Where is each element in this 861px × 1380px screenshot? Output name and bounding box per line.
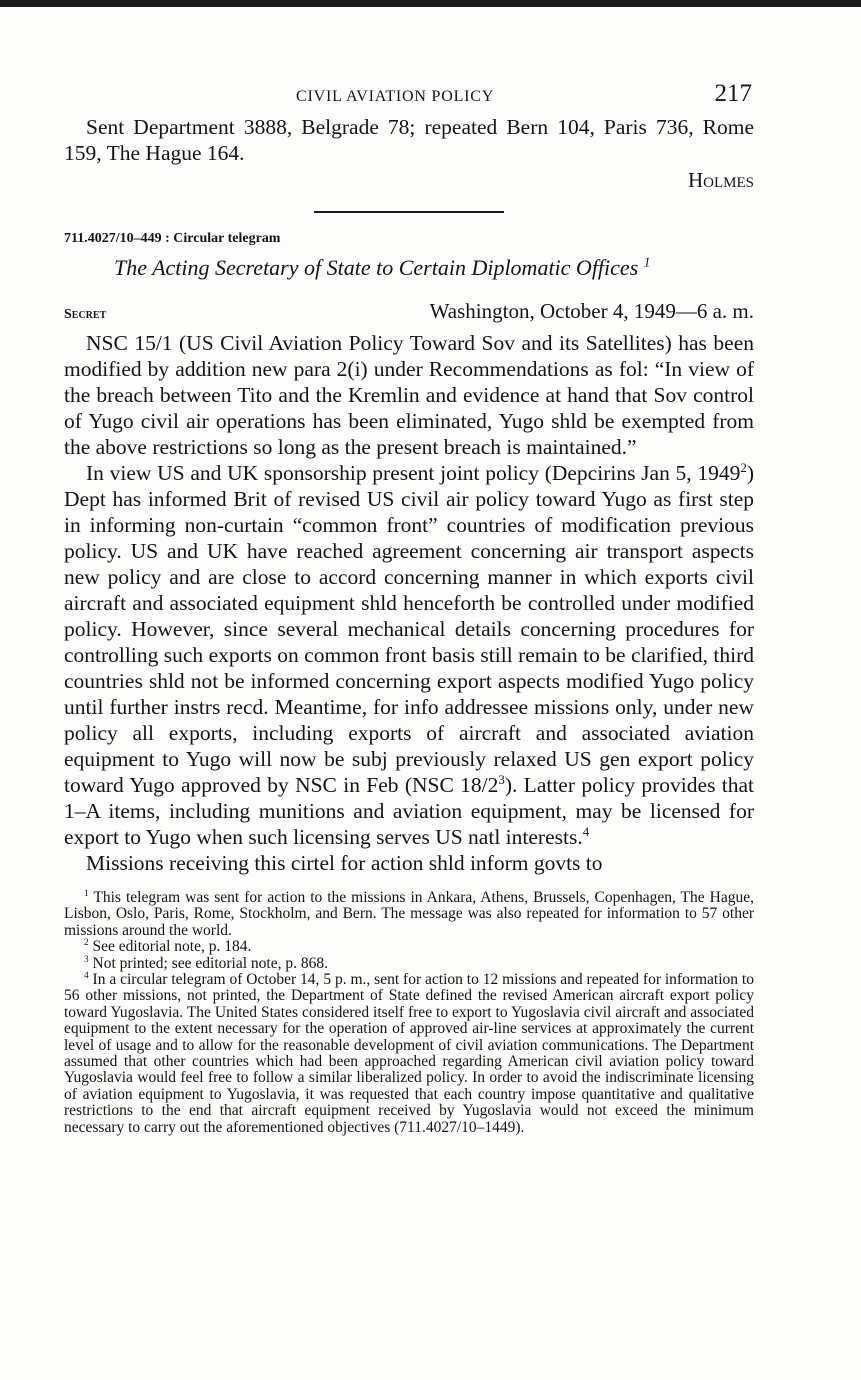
footnote-text: This telegram was sent for action to the missions in Ankara, Athens, Brussels, Copenhagen, The Hague, Lisbon, Oslo, Paris, Rome, Stockholm, and Bern. The message was also repeated for information to 57 other missions around the world. xyxy=(64,889,754,939)
footnote-marker: 4 xyxy=(84,970,89,981)
running-head: CIVIL AVIATION POLICY xyxy=(296,88,495,105)
footnote-text: In a circular telegram of October 14, 5 p. m., sent for action to 12 missions and repeated for information to 56 other missions, not printed, the Department of State defined the revised American aircraft export policy toward Yugoslavia. The United States considered itself free to export to Yugoslavia civil aircraft and associated equipment to the extent necessary for the operation of approved air-line services at approximately the current level of usage and to allow for the reasonable development of civil aviation communications. The Department assumed that other countries which had been approached regarding American civil aviation policy toward Yugoslavia would feel free to follow a similar liberalized policy. In order to avoid the indiscriminate licensing of aviation equipment to Yugoslavia, it was requested that each country impose quantitative and qualitative restrictions to the end that aircraft equipment received by Yugoslavia would not exceed the minimum necessary to carry out the aforementioned objectives (711.4027/10–1449). xyxy=(64,971,754,1136)
footnote xyxy=(64,939,754,955)
dateline: Washington, October 4, 1949—6 a. m. xyxy=(429,299,754,323)
classification: Secret xyxy=(64,307,107,322)
preceding-telegram-text: Sent Department 3888, Belgrade 78; repeated Bern 104, Paris 736, Rome 159, The Hague 164. xyxy=(64,115,754,165)
document-page xyxy=(64,80,754,1136)
footnotes xyxy=(64,890,754,1136)
signature: Holmes xyxy=(687,168,754,192)
footnote-marker: 3 xyxy=(84,954,89,965)
footnote-marker: 1 xyxy=(84,888,89,899)
paragraph-text: ) Dept has informed Brit of revised US civil air policy toward Yugo as first step in informing non-curtain “common front” countries of modification previous policy. US and UK have reached agreement concerning air transport aspects new policy and are close to accord concerning manner in which exports civil aircraft and associated equipment shld henceforth be controlled under modified policy. However, since several mechanical details concerning procedures for controlling such exports on common front basis still remain to be clarified, third countries shld not be informed concerning export aspects modified Yugo policy until further instrs recd. Meantime, for info addressee missions only, under new policy all exports, including exports of aircraft and associated aviation equipment to Yugo will now be subj previously relaxed US gen export policy toward Yugo approved by NSC in Feb (NSC 18/2 xyxy=(64,461,754,797)
page-number: 217 xyxy=(714,80,752,107)
paragraph xyxy=(64,460,754,850)
footnote-ref: 2 xyxy=(740,460,747,475)
page-top-border xyxy=(0,0,861,7)
paragraph: Missions receiving this cirtel for action shld inform govts to xyxy=(86,851,603,875)
footnote-text: See editorial note, p. 184. xyxy=(92,938,252,956)
document-title xyxy=(114,255,754,281)
file-reference: 711.4027/10–449 : Circular telegram xyxy=(64,231,281,246)
footnote-ref: 4 xyxy=(582,824,590,839)
footnote xyxy=(64,956,754,972)
paragraph-text: In view US and UK sponsorship present joint policy (Depcirins Jan 5, 1949 xyxy=(86,461,741,485)
page-header xyxy=(64,80,754,114)
paragraph: NSC 15/1 (US Civil Aviation Policy Toward Sov and its Satellites) has been modified by addition new para 2(i) under Recommendations as fol: “In view of the breach between Tito and the Kremlin and evidence at hand that Sov control of Yugo civil air operations has been eliminated, Yugo shld be exempted from the above restrictions so long as the present breach is maintained.” xyxy=(64,331,754,459)
footnote-ref: 1 xyxy=(643,254,651,270)
classification-dateline-row xyxy=(64,299,754,324)
footnote xyxy=(64,972,754,1136)
footnote-marker: 2 xyxy=(84,938,89,949)
paragraph-text: ). Latter policy provides that 1–A items, including munitions and aviation equipment, may be licensed for export to Yugo when such licensing serves US natl interests. xyxy=(64,773,754,849)
document-title-text: The Acting Secretary of State to Certain Diplomatic Offices xyxy=(114,255,639,280)
section-divider xyxy=(314,211,504,213)
footnote-ref: 3 xyxy=(498,772,505,787)
footnote-text: Not printed; see editorial note, p. 868. xyxy=(92,954,328,972)
footnote xyxy=(64,890,754,939)
